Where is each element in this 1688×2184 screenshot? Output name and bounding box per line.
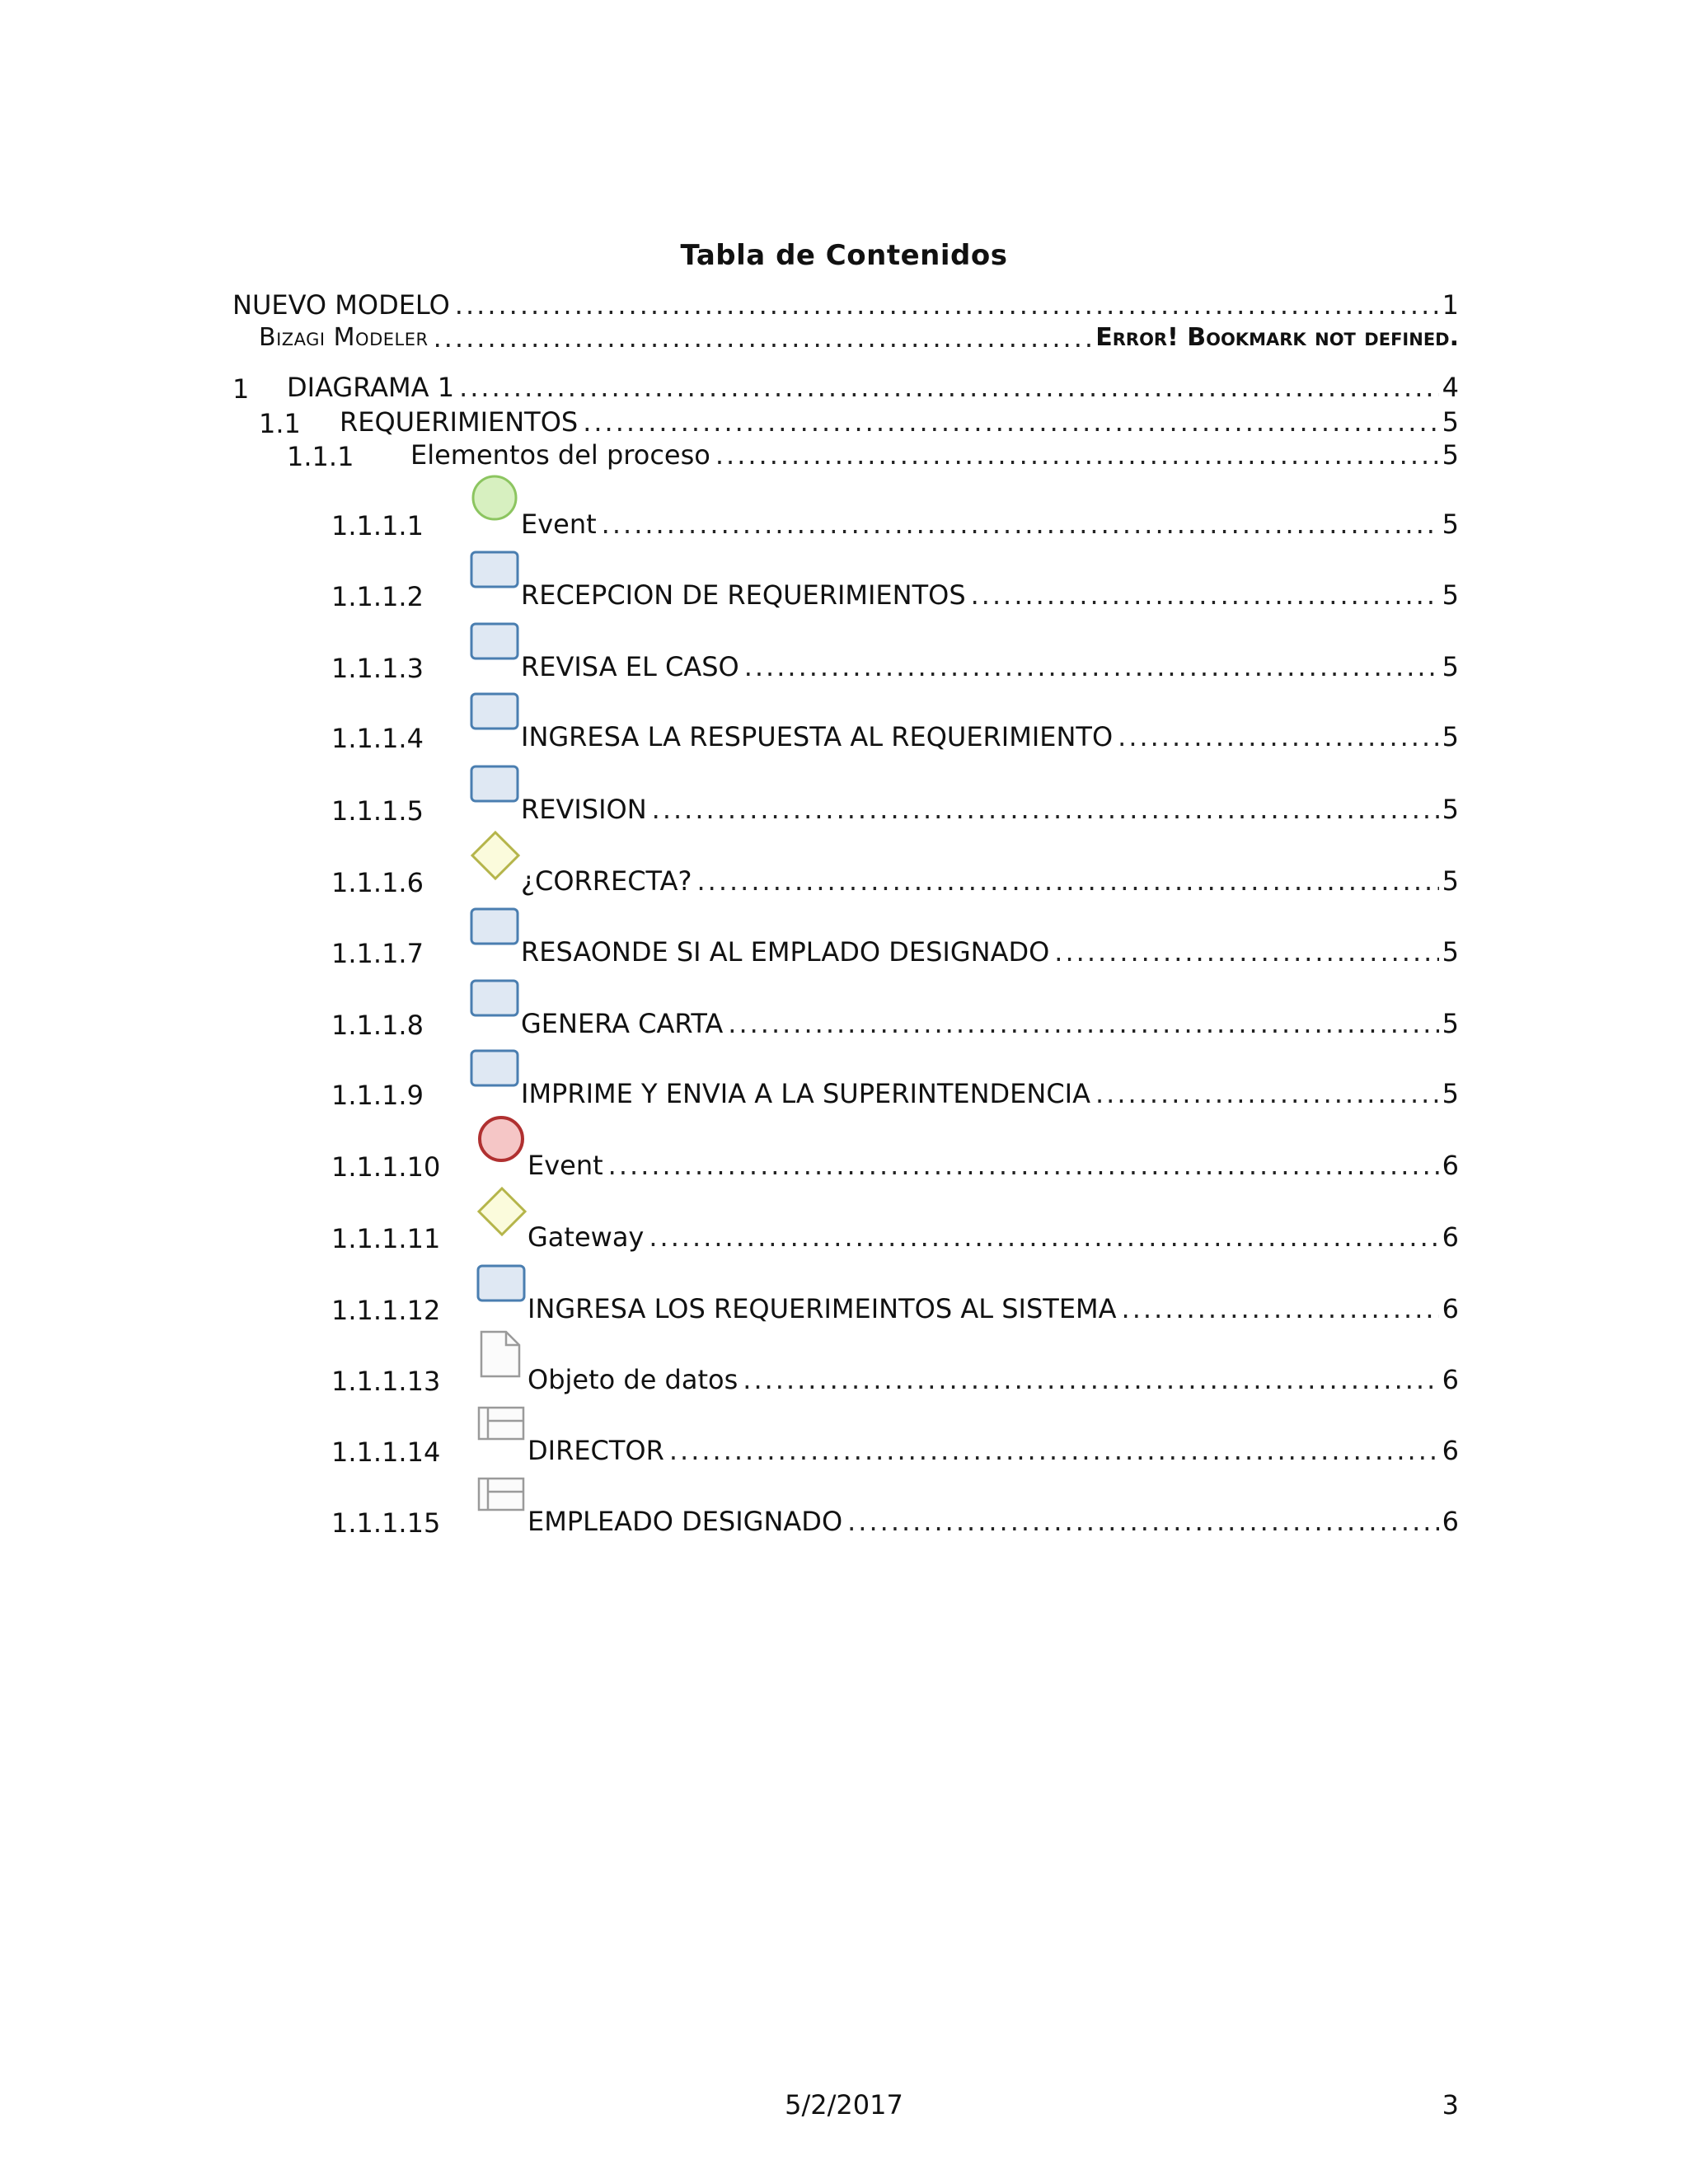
toc-entry-page: 1 <box>1442 289 1459 321</box>
footer-date: 5/2/2017 <box>785 2089 903 2121</box>
task-icon <box>470 1043 521 1094</box>
toc-entry-number: 1.1.1.8 <box>331 1010 424 1041</box>
toc-entry-page: 5 <box>1442 721 1459 752</box>
gateway-icon <box>470 830 521 881</box>
toc-entry-label: RESAONDE SI AL EMPLADO DESIGNADO <box>521 936 1050 968</box>
dot-leader <box>583 405 1438 440</box>
toc-entry-number: 1.1.1.14 <box>331 1436 441 1468</box>
dot-leader <box>649 1221 1438 1255</box>
toc-entry-label: REVISION <box>521 794 647 825</box>
toc-entry-page: 5 <box>1442 865 1459 897</box>
toc-element-entry[interactable] <box>331 577 1459 613</box>
toc-entry-number: 1.1.1.1 <box>331 510 424 541</box>
toc-element-entry[interactable] <box>331 1076 1459 1112</box>
toc-entry-label: INGRESA LA RESPUESTA AL REQUERIMIENTO <box>521 721 1114 752</box>
toc-entry-label: Objeto de datos <box>528 1364 738 1395</box>
dot-leader <box>455 288 1439 323</box>
toc-entry-label: DIRECTOR <box>528 1435 664 1466</box>
toc-element-entry[interactable] <box>331 649 1459 685</box>
toc-entry-number: 1.1.1.13 <box>331 1366 441 1397</box>
toc-entry-label: Event <box>521 509 597 540</box>
toc-entry-number: 1.1.1.11 <box>331 1223 441 1254</box>
toc-entry-number: 1.1.1.7 <box>331 938 424 969</box>
toc-entry-page: 6 <box>1442 1221 1459 1253</box>
data-object-icon <box>476 1329 528 1380</box>
toc-entry-requerimientos[interactable] <box>259 404 1459 440</box>
toc-entry-number: 1.1.1.6 <box>331 867 424 898</box>
toc-element-entry[interactable] <box>331 1005 1459 1042</box>
dot-leader <box>669 1434 1439 1469</box>
toc-entry-page: 6 <box>1442 1435 1459 1466</box>
toc-entry-page: 6 <box>1442 1293 1459 1324</box>
toc-entry-label: REVISA EL CASO <box>521 651 739 682</box>
toc-element-entry[interactable] <box>331 719 1459 755</box>
task-icon <box>470 972 521 1024</box>
toc-entry-page: 5 <box>1442 509 1459 540</box>
toc-element-entry[interactable] <box>331 863 1459 899</box>
toc-entry-diagrama-1[interactable] <box>232 369 1459 405</box>
toc-entry-label: Event <box>528 1150 603 1181</box>
toc-element-entry[interactable] <box>331 1219 1459 1255</box>
toc-entry-page: 5 <box>1442 1008 1459 1039</box>
toc-entry-page: 5 <box>1442 1078 1459 1109</box>
toc-element-entry[interactable] <box>331 791 1459 827</box>
toc-entry-number: 1.1.1.9 <box>331 1080 424 1111</box>
toc-entry-label: EMPLEADO DESIGNADO <box>528 1506 843 1537</box>
toc-entry-page: 6 <box>1442 1364 1459 1395</box>
toc-entry-page: 4 <box>1442 372 1459 403</box>
toc-entry-label: Gateway <box>528 1221 645 1253</box>
dot-leader <box>971 579 1439 613</box>
toc-element-entry[interactable] <box>331 1503 1459 1540</box>
dot-leader <box>728 1007 1438 1042</box>
dot-leader <box>1095 1077 1439 1112</box>
start-event-icon <box>470 473 521 524</box>
toc-entry-number: 1.1.1.10 <box>331 1151 441 1183</box>
dot-leader <box>696 865 1438 899</box>
dot-leader <box>608 1149 1439 1183</box>
dot-leader <box>744 650 1439 685</box>
dot-leader <box>715 438 1439 473</box>
toc-entry-page: 6 <box>1442 1506 1459 1537</box>
toc-entry-label: RECEPCION DE REQUERIMIENTOS <box>521 579 966 611</box>
toc-element-entry[interactable] <box>331 1432 1459 1469</box>
task-icon <box>470 686 521 737</box>
toc-entry-label: Bizagi Modeler <box>259 323 429 352</box>
lane-icon <box>476 1470 528 1521</box>
toc-entry-label: Elementos del proceso <box>410 439 710 471</box>
dot-leader <box>459 371 1439 405</box>
gateway-icon <box>476 1186 528 1237</box>
toc-entry-number: 1.1.1.3 <box>331 653 424 684</box>
dot-leader <box>602 508 1439 542</box>
dot-leader <box>434 321 1093 356</box>
task-icon <box>476 1258 528 1309</box>
toc-entry-number: 1.1 <box>259 408 301 439</box>
end-event-icon <box>476 1114 528 1165</box>
toc-entry-page: 5 <box>1442 579 1459 611</box>
toc-entry-number: 1 <box>232 373 250 405</box>
dot-leader <box>743 1363 1438 1398</box>
toc-entry-elementos-del-proceso[interactable] <box>287 437 1459 473</box>
toc-entry-number: 1.1.1 <box>287 441 354 472</box>
footer-page-number: 3 <box>1442 2089 1459 2121</box>
toc-entry-number: 1.1.1.15 <box>331 1507 441 1539</box>
dot-leader <box>1054 935 1438 970</box>
toc-element-entry[interactable] <box>331 1147 1459 1183</box>
toc-entry-error-text: Error! Bookmark not defined. <box>1095 323 1459 352</box>
toc-entry-page: 5 <box>1442 794 1459 825</box>
toc-entry-number: 1.1.1.12 <box>331 1295 441 1326</box>
toc-entry-label: INGRESA LOS REQUERIMEINTOS AL SISTEMA <box>528 1293 1117 1324</box>
task-icon <box>470 901 521 952</box>
toc-element-entry[interactable] <box>331 934 1459 970</box>
dot-leader <box>1122 1292 1439 1327</box>
task-icon <box>470 544 521 595</box>
toc-entry-label: REQUERIMIENTOS <box>340 406 579 438</box>
toc-entry-label: NUEVO MODELO <box>232 289 450 321</box>
toc-entry-page: 6 <box>1442 1150 1459 1181</box>
task-icon <box>470 758 521 809</box>
toc-entry-number: 1.1.1.4 <box>331 723 424 754</box>
toc-entry-label: GENERA CARTA <box>521 1008 724 1039</box>
toc-entry-label: IMPRIME Y ENVIA A LA SUPERINTENDENCIA <box>521 1078 1090 1109</box>
toc-entry-label: DIAGRAMA 1 <box>287 372 455 403</box>
toc-entry-page: 5 <box>1442 651 1459 682</box>
toc-element-entry[interactable] <box>331 1361 1459 1398</box>
toc-entry-nuevo-modelo[interactable] <box>232 287 1459 323</box>
task-icon <box>470 616 521 667</box>
toc-entry-label: ¿CORRECTA? <box>521 865 692 897</box>
dot-leader <box>652 793 1439 827</box>
toc-entry-page: 5 <box>1442 439 1459 471</box>
dot-leader <box>1118 720 1439 755</box>
toc-element-entry[interactable] <box>331 1291 1459 1327</box>
toc-entry-bizagi-modeler[interactable] <box>259 320 1459 356</box>
toc-element-entry[interactable] <box>331 506 1459 542</box>
toc-entry-number: 1.1.1.5 <box>331 795 424 827</box>
toc-title: Tabla de Contenidos <box>680 239 1008 272</box>
lane-icon <box>476 1399 528 1451</box>
dot-leader <box>847 1505 1439 1540</box>
toc-entry-number: 1.1.1.2 <box>331 581 424 612</box>
toc-entry-page: 5 <box>1442 406 1459 438</box>
toc-entry-page: 5 <box>1442 936 1459 968</box>
